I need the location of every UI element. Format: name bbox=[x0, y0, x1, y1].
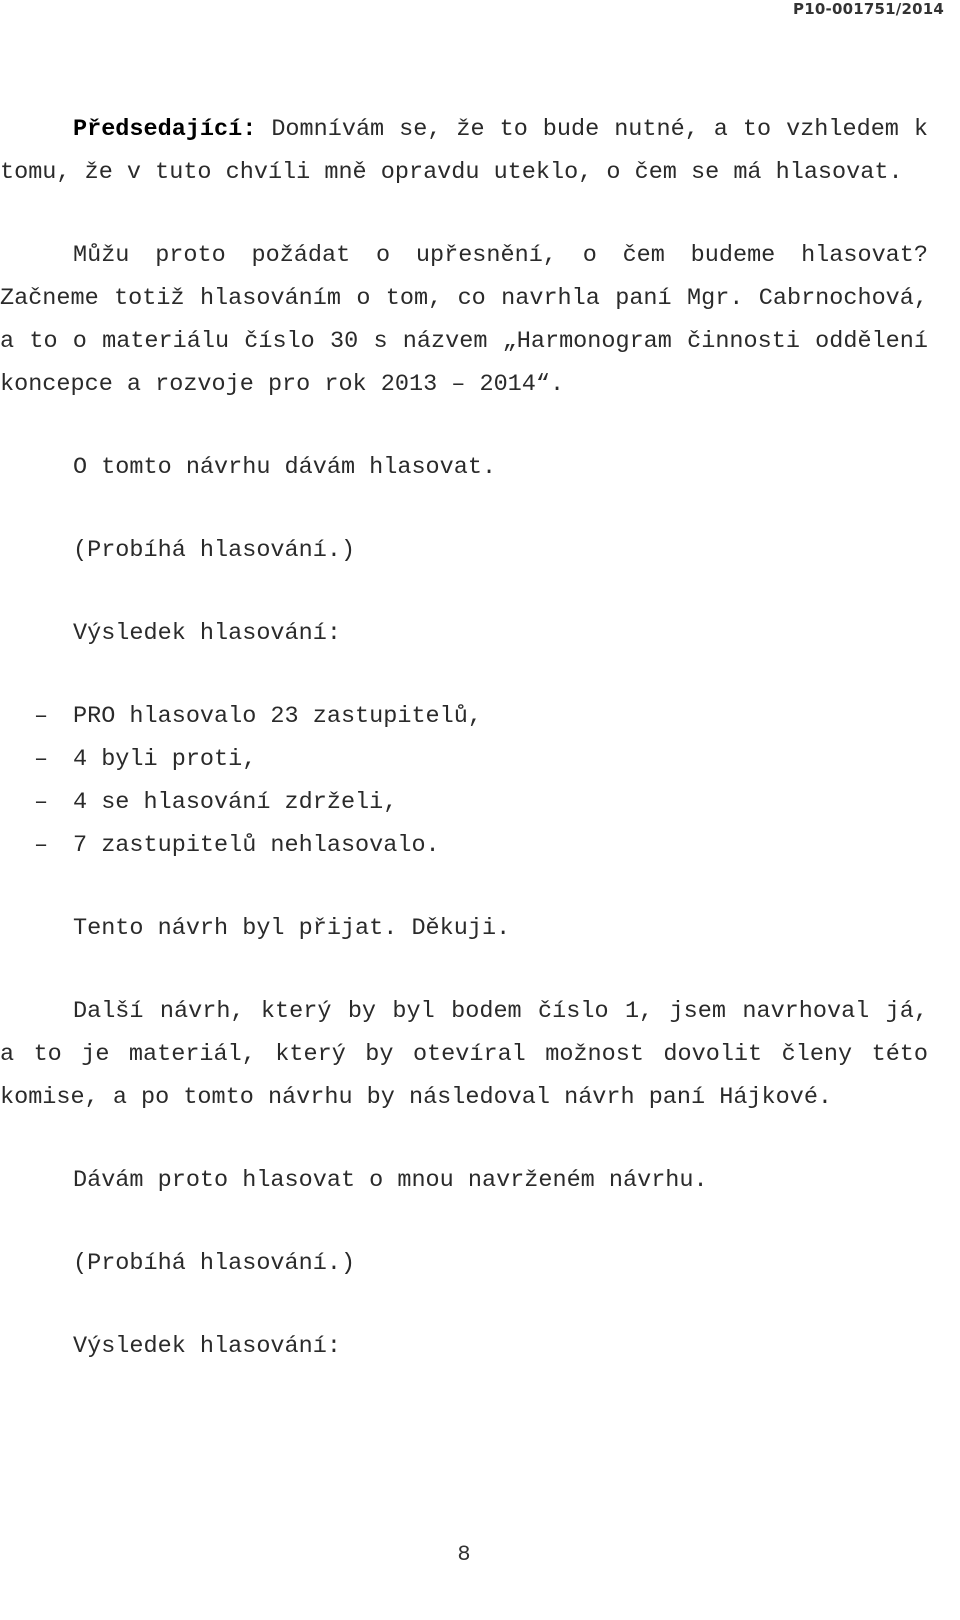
paragraph-voting-in-progress: (Probíhá hlasování.) bbox=[73, 537, 356, 564]
dash-bullet: – bbox=[34, 832, 49, 859]
speaker-label: Předsedající: bbox=[73, 116, 257, 143]
vote-result-text: PRO hlasovalo 23 zastupitelů, bbox=[73, 703, 482, 730]
paragraph-vote-call-2: Dávám proto hlasovat o mnou navrženém návrhu. bbox=[73, 1167, 708, 1194]
vote-result-text: 4 byli proti, bbox=[73, 746, 257, 773]
document-id: P10-001751/2014 bbox=[793, 0, 944, 18]
paragraph-vote-call: O tomto návrhu dávám hlasovat. bbox=[73, 454, 497, 481]
page-number: 8 bbox=[457, 1542, 471, 1567]
transcript-body bbox=[0, 108, 928, 1368]
paragraph-vote-result-heading: Výsledek hlasování: bbox=[73, 620, 341, 647]
vote-result-item bbox=[0, 738, 928, 781]
paragraph-clarification-request: Můžu proto požádat o upřesnění, o čem budeme hlasovat? Začneme totiž hlasováním o tom, co navrhla paní Mgr. Cabrnochová, a to o materiálu číslo 30 s názvem „Harmonogram činnosti oddělení koncepce a rozvoje pro rok 2013 – 2014“. bbox=[0, 242, 928, 398]
vote-result-text: 7 zastupitelů nehlasovalo. bbox=[73, 832, 440, 859]
vote-result-item bbox=[0, 824, 928, 867]
vote-result-item bbox=[0, 781, 928, 824]
vote-results-list bbox=[0, 695, 928, 867]
vote-result-item bbox=[0, 695, 928, 738]
dash-bullet: – bbox=[34, 746, 49, 773]
dash-bullet: – bbox=[34, 789, 49, 816]
paragraph-vote-result-heading-2: Výsledek hlasování: bbox=[73, 1333, 341, 1360]
chair-statement-text: Domnívám se, že to bude nutné, a to vzhledem k tomu, že v tuto chvíli mně opravdu uteklo, o čem se má hlasovat. bbox=[0, 116, 928, 186]
paragraph-motion-accepted: Tento návrh byl přijat. Děkuji. bbox=[73, 915, 511, 942]
vote-result-text: 4 se hlasování zdrželi, bbox=[73, 789, 398, 816]
paragraph-chair-statement bbox=[0, 108, 928, 194]
paragraph-next-motion: Další návrh, který by byl bodem číslo 1, jsem navrhoval já, a to je materiál, který by otevíral možnost dovolit členy této komise, a po tomto návrhu by následoval návrh paní Hájkové. bbox=[0, 998, 928, 1111]
dash-bullet: – bbox=[34, 703, 49, 730]
paragraph-voting-in-progress-2: (Probíhá hlasování.) bbox=[73, 1250, 356, 1277]
